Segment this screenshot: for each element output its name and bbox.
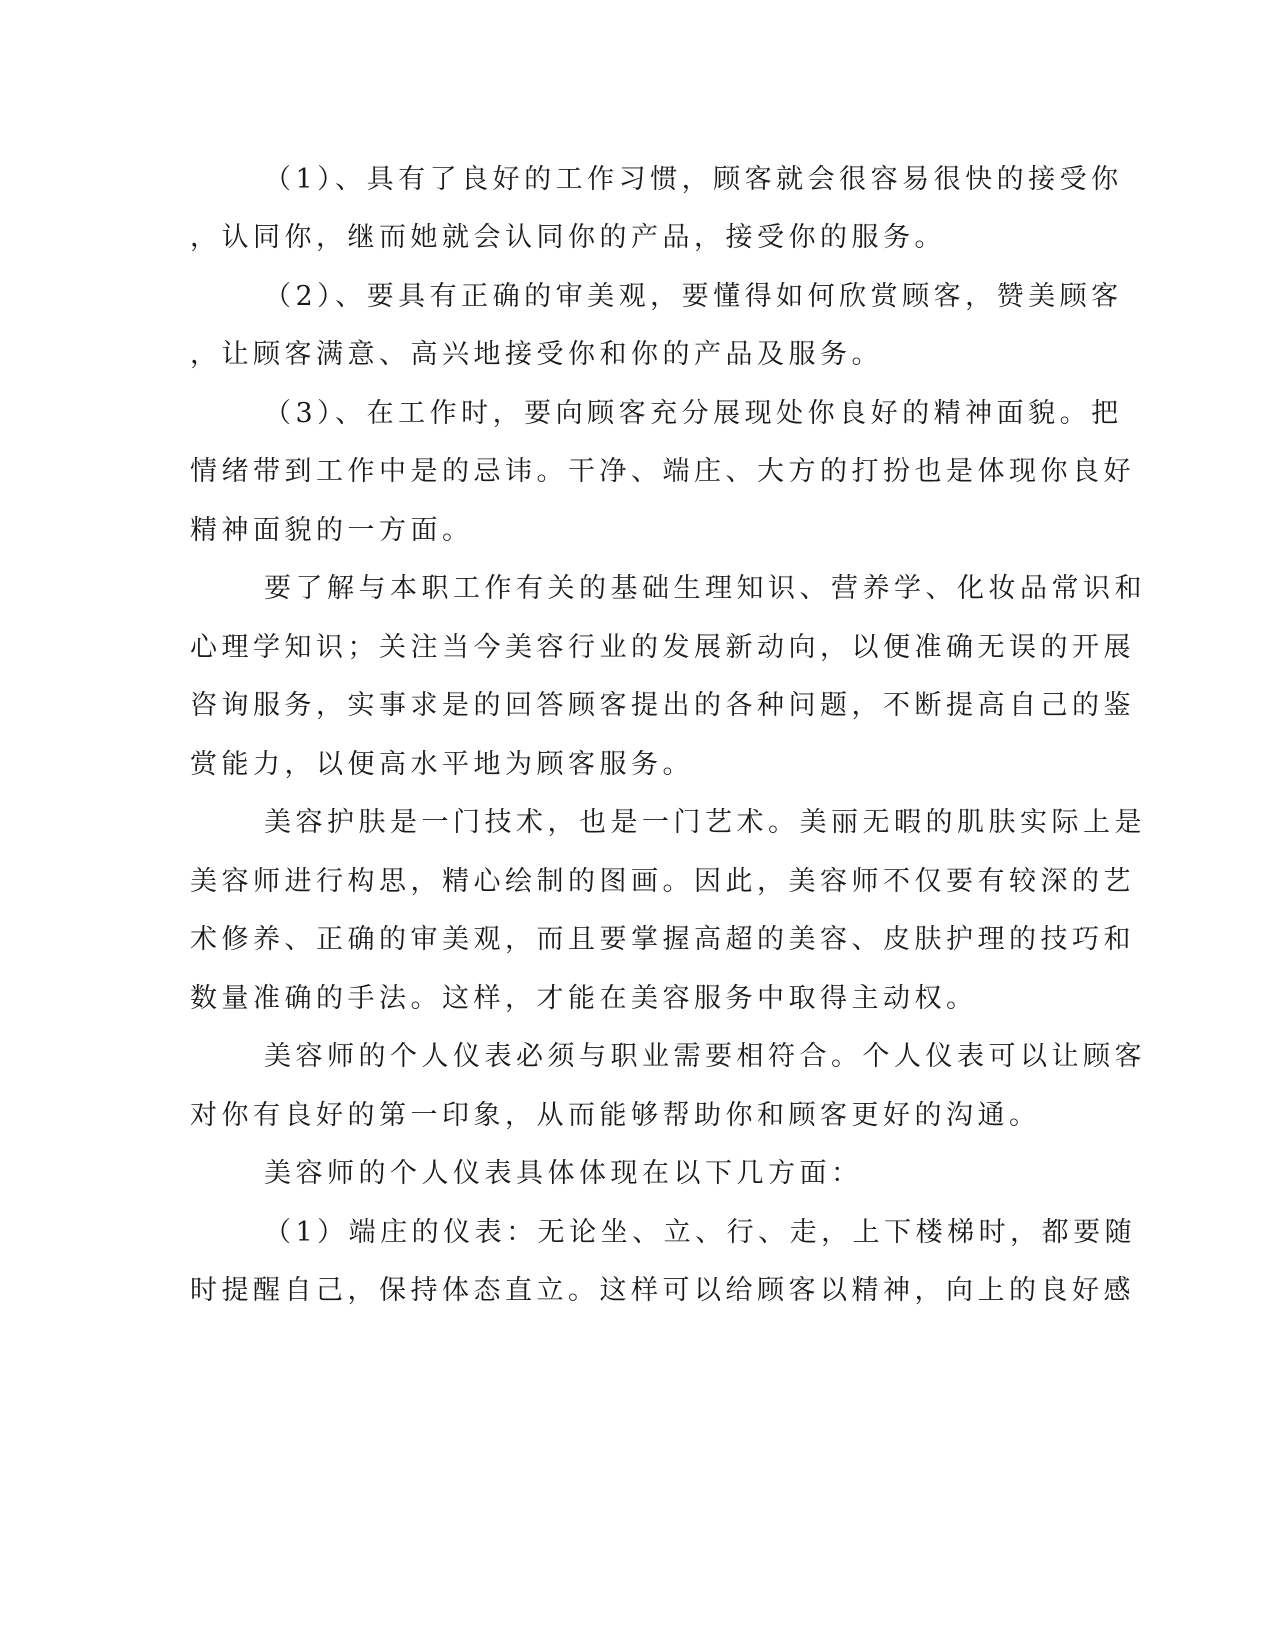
- text-line: 美容师的个人仪表具体体现在以下几方面：: [264, 1158, 863, 1189]
- text-line: 美容护肤是一门技术，也是一门艺术。美丽无暇的肌肤实际上是: [264, 807, 1146, 838]
- text-line: 美容师进行构思，精心绘制的图画。因此，美容师不仅要有较深的艺: [190, 866, 1135, 897]
- text-line: 精神面貌的一方面。: [190, 515, 474, 546]
- text-line: 要了解与本职工作有关的基础生理知识、营养学、化妆品常识和: [264, 573, 1146, 604]
- text-line: 数量准确的手法。这样，才能在美容服务中取得主动权。: [190, 983, 978, 1014]
- text-line: 赏能力，以便高水平地为顾客服务。: [190, 749, 694, 780]
- text-line: 心理学知识；关注当今美容行业的发展新动向，以便准确无误的开展: [190, 632, 1135, 663]
- text-line: （3）、在工作时，要向顾客充分展现处你良好的精神面貌。把: [264, 398, 1123, 429]
- text-line: 时提醒自己，保持体态直立。这样可以给顾客以精神，向上的良好感: [190, 1275, 1135, 1306]
- text-line: 对你有良好的第一印象，从而能够帮助你和顾客更好的沟通。: [190, 1100, 1041, 1131]
- text-line: （1）、具有了良好的工作习惯，顾客就会很容易很快的接受你: [264, 164, 1123, 195]
- text-line: ，认同你，继而她就会认同你的产品，接受你的服务。: [190, 222, 946, 253]
- text-line: 美容师的个人仪表必须与职业需要相符合。个人仪表可以让顾客: [264, 1041, 1146, 1072]
- text-line: 术修养、正确的审美观，而且要掌握高超的美容、皮肤护理的技巧和: [190, 924, 1135, 955]
- text-line: （2）、要具有正确的审美观，要懂得如何欣赏顾客，赞美顾客: [264, 281, 1123, 312]
- text-line: ，让顾客满意、高兴地接受你和你的产品及服务。: [190, 339, 883, 370]
- text-line: （1）端庄的仪表：无论坐、立、行、走，上下楼梯时，都要随: [264, 1217, 1137, 1248]
- text-line: 情绪带到工作中是的忌讳。干净、端庄、大方的打扮也是体现你良好: [190, 456, 1135, 487]
- text-line: 咨询服务，实事求是的回答顾客提出的各种问题，不断提高自己的鉴: [190, 690, 1135, 721]
